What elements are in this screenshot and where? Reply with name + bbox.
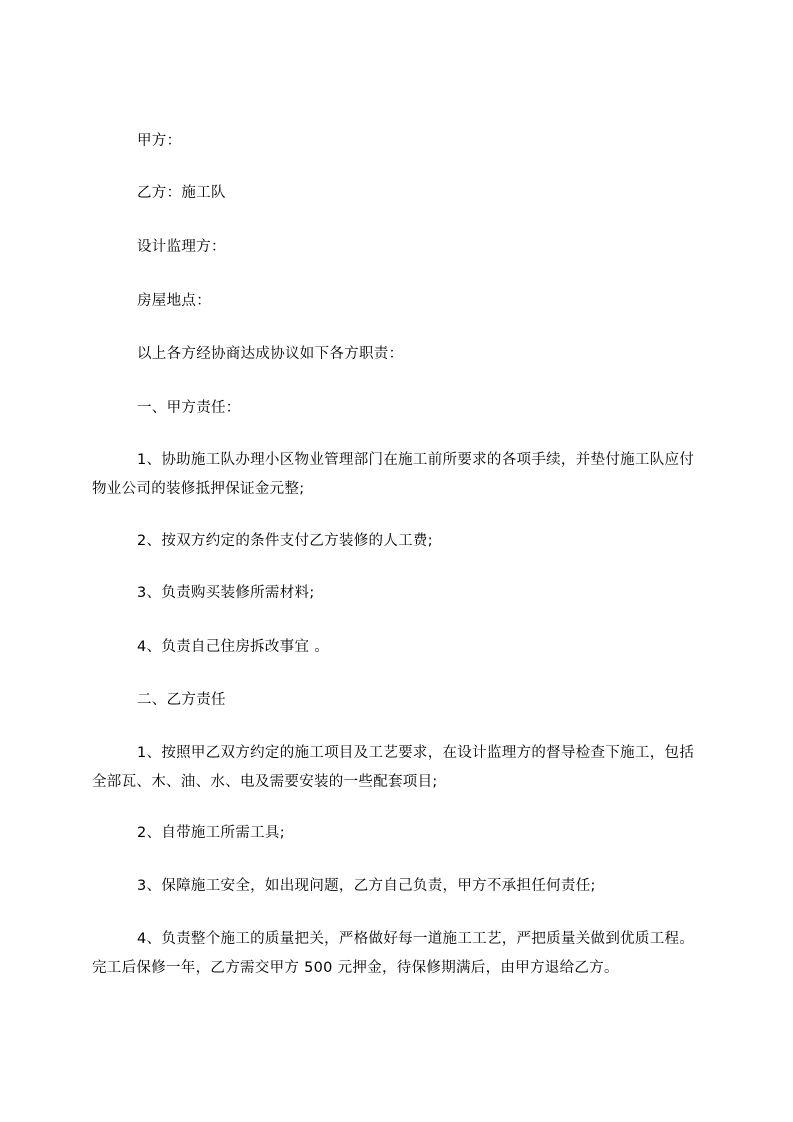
party-b-duty-4: 4、负责整个施工的质量把关，严格做好每一道施工工艺，严把质量关做到优质工程。完工后保修一年，乙方需交甲方 500 元押金，待保修期满后，由甲方退给乙方。 — [92, 931, 695, 976]
section-two-heading: 二、乙方责任 — [137, 692, 226, 708]
party-a-duty-3-block — [92, 579, 702, 608]
party-a-line — [92, 127, 702, 156]
party-a-duty-2-block — [92, 527, 702, 556]
section-two-heading-line — [92, 686, 702, 715]
party-b-duty-3: 3、保障施工安全，如出现问题，乙方自己负责，甲方不承担任何责任; — [137, 878, 596, 894]
party-b-duty-3-block — [92, 872, 702, 901]
party-a-duty-1-block — [92, 446, 702, 504]
section-one-heading: 一、甲方责任： — [137, 400, 241, 416]
supervisor-line — [92, 233, 702, 262]
party-a-duty-1: 1、协助施工队办理小区物业管理部门在施工前所要求的各项手续，并垫付施工队应付物业公司的装修抵押保证金元整; — [92, 452, 695, 497]
party-b-duty-1: 1、按照甲乙双方约定的施工项目及工艺要求，在设计监理方的督导检查下施工，包括全部瓦、木、油、水、电及需要安装的一些配套项目; — [92, 745, 695, 790]
party-b-label: 乙方：施工队 — [137, 185, 226, 201]
party-a-duty-2: 2、按双方约定的条件支付乙方装修的人工费; — [137, 533, 433, 549]
party-b-duty-2-block — [92, 819, 702, 848]
party-a-duty-4-block — [92, 633, 702, 662]
party-a-duty-3: 3、负责购买装修所需材料; — [137, 585, 315, 601]
party-b-duty-1-block — [92, 739, 702, 797]
supervisor-label: 设计监理方： — [137, 239, 226, 255]
party-a-duty-4: 4、负责自己住房拆改事宜 。 — [137, 639, 330, 655]
location-label: 房屋地点： — [137, 293, 211, 309]
section-one-heading-line — [92, 394, 702, 423]
agreement-intro: 以上各方经协商达成协议如下各方职责： — [137, 346, 404, 362]
party-b-duty-2: 2、自带施工所需工具; — [137, 825, 285, 841]
party-b-duty-4-block — [92, 925, 702, 983]
agreement-intro-line — [92, 340, 702, 369]
party-b-line — [92, 179, 702, 208]
party-a-label: 甲方： — [137, 133, 182, 149]
location-line — [92, 287, 702, 316]
